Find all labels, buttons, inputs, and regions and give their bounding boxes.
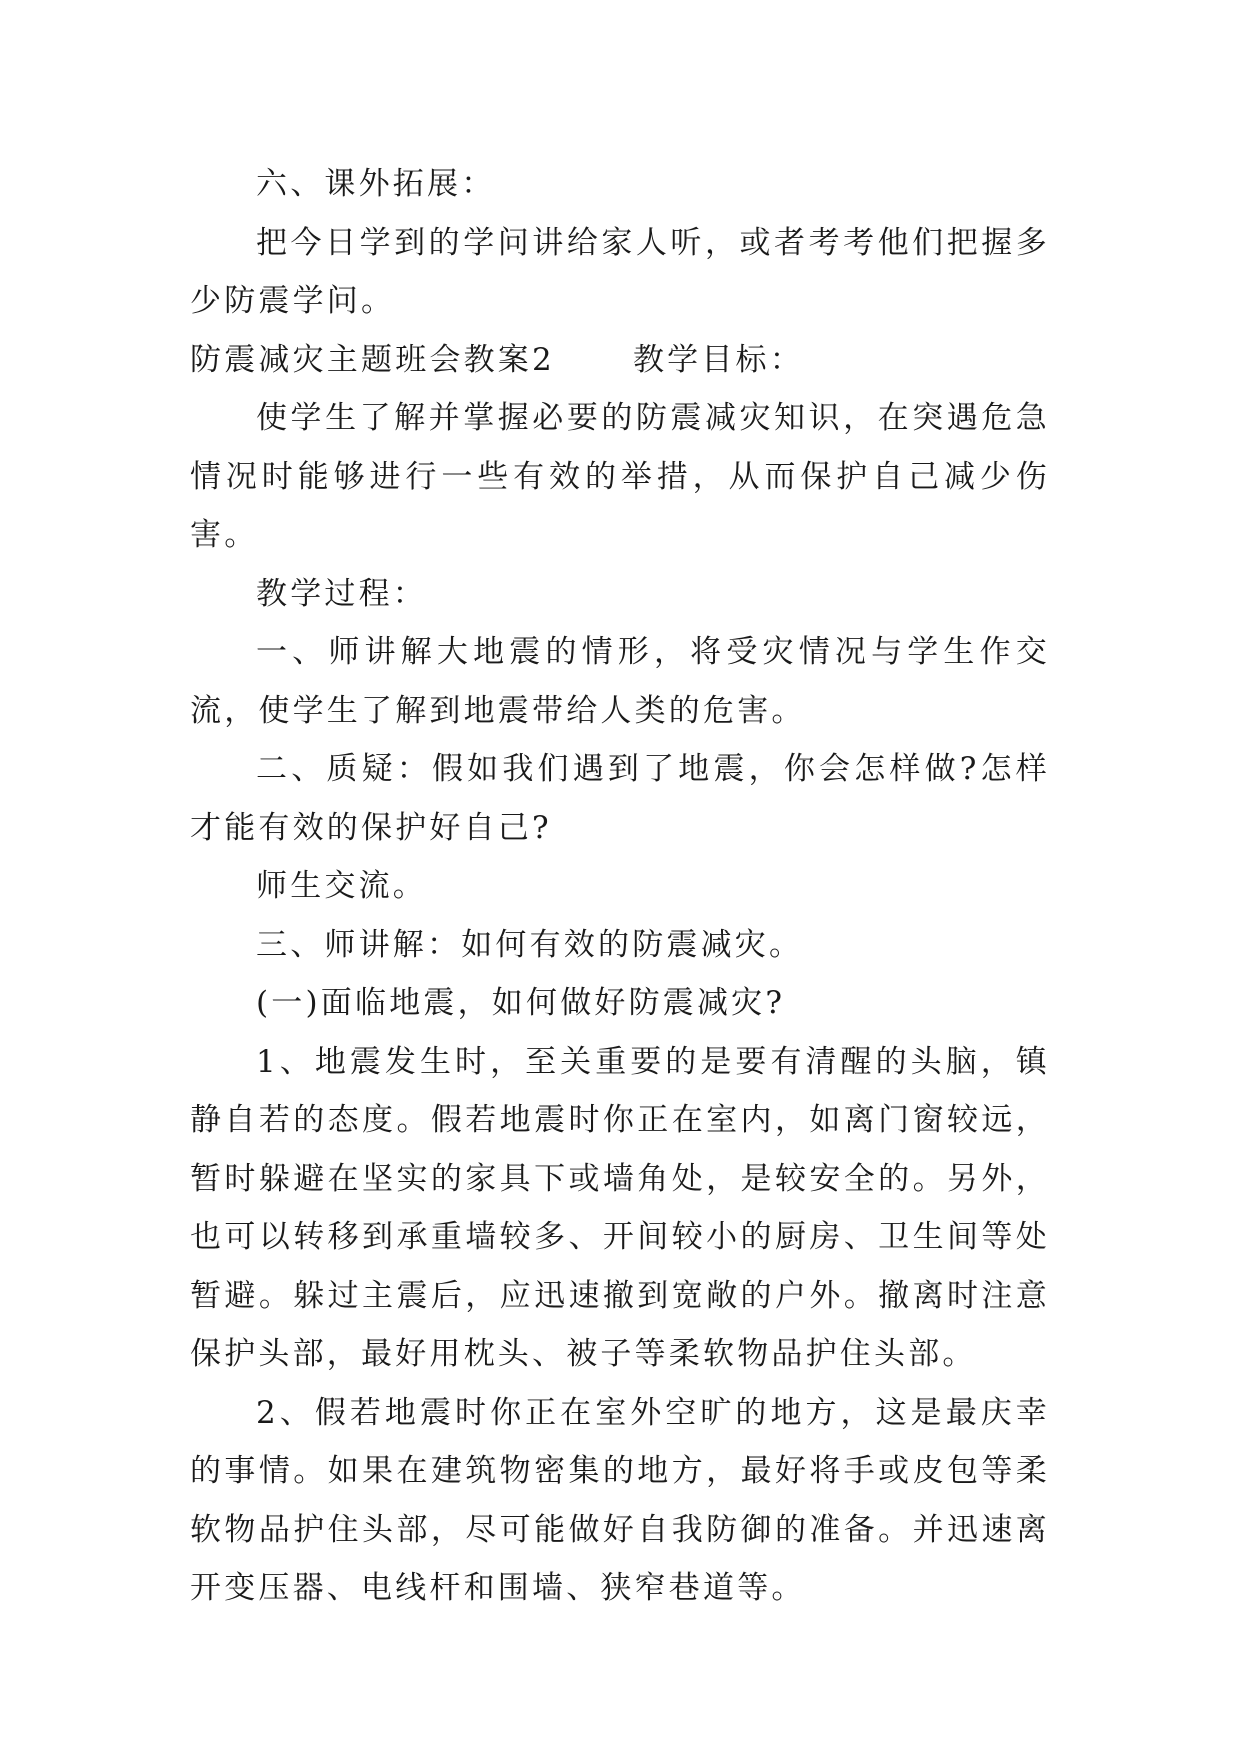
document-body <box>190 155 1050 1618</box>
paragraph-point-one: 1、地震发生时，至关重要的是要有清醒的头脑，镇静自若的态度。假若地震时你正在室内，如离门窗较远，暂时躲避在坚实的家具下或墙角处，是较安全的。另外，也可以转移到承重墙较多、开间较小的厨房、卫生间等处暂避。躲过主震后，应迅速撤到宽敞的户外。撤离时注意保护头部，最好用枕头、被子等柔软物品护住头部。 <box>190 1043 1050 1372</box>
subheading-facing-earthquake: (一)面临地震，如何做好防震减灾? <box>256 985 786 1021</box>
paragraph-step-one: 一、师讲解大地震的情形，将受灾情况与学生作交流，使学生了解到地震带给人类的危害。 <box>190 634 1050 729</box>
teaching-goals-label: 教学目标： <box>632 341 804 378</box>
section-heading-teaching-process: 教学过程： <box>256 575 427 612</box>
paragraph-teaching-goals: 使学生了解并掌握必要的防震减灾知识，在突遇危急情况时能够进行一些有效的举措，从而保护自己减少伤害。 <box>190 400 1050 553</box>
paragraph-point-two: 2、假若地震时你正在室外空旷的地方，这是最庆幸的事情。如果在建筑物密集的地方，最好将手或皮包等柔软物品护住头部，尽可能做好自我防御的准备。并迅速离开变压器、电线杆和围墙、狭窄巷道等。 <box>190 1394 1050 1606</box>
section-heading-extension: 六、课外拓展： <box>256 166 496 202</box>
paragraph-step-three: 三、师讲解：如何有效的防震减灾。 <box>256 926 804 963</box>
lesson-plan-heading <box>190 331 1050 390</box>
paragraph-discussion: 师生交流。 <box>256 868 427 904</box>
paragraph-step-two: 二、质疑：假如我们遇到了地震，你会怎样做?怎样才能有效的保护好自己? <box>190 751 1050 846</box>
paragraph-extension: 把今日学到的学问讲给家人听，或者考考他们把握多少防震学问。 <box>190 224 1050 319</box>
lesson-plan-title: 防震减灾主题班会教案2 <box>190 341 555 378</box>
